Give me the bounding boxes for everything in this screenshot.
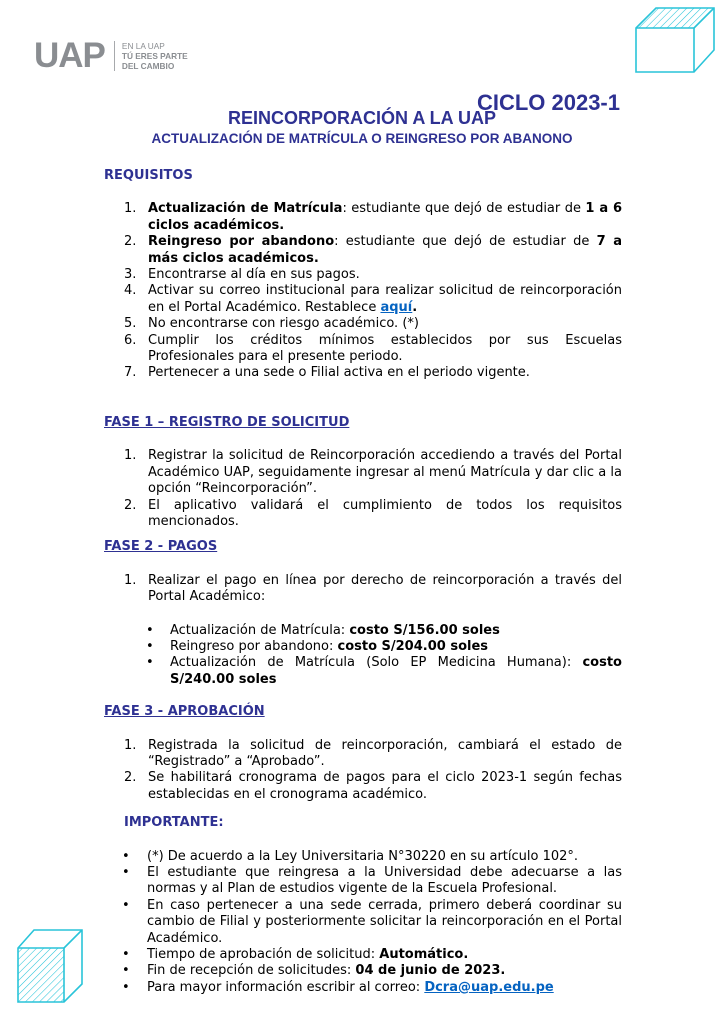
- requisito-range: 1 a 6 ciclos académicos.: [148, 201, 622, 233]
- cost-item: [104, 623, 622, 639]
- fase3-list: [104, 738, 622, 804]
- list-number: 6.: [124, 332, 137, 348]
- list-number: 5.: [124, 316, 137, 332]
- cost-item: [104, 639, 622, 655]
- bullet-icon: •: [122, 865, 130, 880]
- list-number: 1.: [124, 572, 137, 588]
- list-number: 2.: [124, 234, 137, 250]
- fase2-heading: FASE 2 - PAGOS: [104, 539, 218, 555]
- importante-item: [104, 849, 622, 865]
- requisito-text: : estudiante que dejó de estudiar de: [342, 201, 586, 217]
- cycle-label: CICLO 2023-1: [476, 90, 620, 115]
- bullet-icon: •: [146, 638, 154, 654]
- fase2-costs-list: [104, 623, 622, 689]
- cost-value: costo S/204.00 soles: [337, 638, 489, 654]
- importante-text: (*) De acuerdo a la Ley Universitaria N°30220 en su artículo 102°.: [147, 848, 579, 864]
- list-number: 4.: [124, 283, 137, 299]
- decorative-cube-bottom-left: [16, 926, 86, 1006]
- importante-text: Tiempo de aprobación de solicitud:: [147, 947, 380, 963]
- requisito-item: [104, 283, 622, 316]
- importante-item: [104, 898, 622, 947]
- bullet-icon: •: [122, 848, 130, 864]
- requisito-item: [104, 316, 622, 332]
- importante-text: En caso pertenecer a una sede cerrada, primero deberá coordinar su cambio de Filial y posteriormente solicitar la reincorporación en el Portal Académico.: [147, 897, 622, 946]
- page-title: REINCORPORACIÓN A LA UAP: [227, 108, 496, 128]
- requisito-text: Cumplir los créditos mínimos establecidos por sus Escuelas Profesionales para el presente periodo.: [148, 332, 622, 365]
- requisito-text: No encontrarse con riesgo académico. (*): [148, 316, 419, 332]
- requisito-text: Activar su correo institucional para realizar solicitud de reincorporación en el Portal Académico. Restablece: [148, 283, 622, 315]
- requisito-text: Encontrarse al día en sus pagos.: [148, 267, 360, 283]
- requisito-period: .: [412, 299, 418, 315]
- cost-item: [104, 655, 622, 688]
- importante-item: [104, 947, 622, 963]
- fase1-list: [104, 448, 622, 530]
- list-number: 2.: [124, 770, 137, 786]
- fase3-text: Registrada la solicitud de reincorporación, cambiará el estado de “Registrado” a “Aprobado”.: [148, 737, 622, 769]
- fase3-text: Se habilitará cronograma de pagos para el ciclo 2023-1 según fechas establecidas en el cronograma académico.: [148, 770, 622, 802]
- decorative-cube-top-right: [632, 6, 718, 78]
- list-number: 1.: [124, 448, 137, 464]
- page-subtitle: ACTUALIZACIÓN DE MATRÍCULA O REINGRESO POR ABANONO: [151, 131, 573, 146]
- bullet-icon: •: [146, 655, 154, 671]
- requisitos-heading: REQUISITOS: [104, 168, 193, 183]
- requisitos-list: [104, 201, 622, 381]
- cost-value: costo S/240.00 soles: [170, 655, 622, 687]
- bullet-icon: •: [122, 897, 130, 913]
- bullet-icon: •: [146, 622, 154, 638]
- bullet-icon: •: [122, 947, 130, 963]
- requisito-text: Pertenecer a una sede o Filial activa en el periodo vigente.: [148, 365, 530, 381]
- contact-email-link[interactable]: Dcra@uap.edu.pe: [424, 979, 554, 995]
- requisito-item: [104, 234, 622, 267]
- list-number: 1.: [124, 737, 137, 753]
- fase2-list: [104, 573, 622, 606]
- logo-divider: [114, 41, 115, 71]
- bullet-icon: •: [122, 979, 130, 995]
- list-number: 1.: [124, 201, 137, 217]
- importante-item: [104, 865, 622, 898]
- importante-text: Para mayor información escribir al correo:: [147, 979, 425, 995]
- fase1-text: Registrar la solicitud de Reincorporación accediendo a través del Portal Académico UAP, seguidamente ingresar al menú Matrícula y dar clic a la opción “Reincorporación”.: [148, 448, 622, 497]
- fase3-item: [104, 738, 622, 771]
- importante-item: [104, 963, 622, 979]
- fase3-item: [104, 770, 622, 803]
- importante-heading: IMPORTANTE:: [124, 815, 224, 831]
- bullet-icon: •: [122, 963, 130, 979]
- requisito-text: : estudiante que dejó de estudiar de: [334, 234, 597, 250]
- logo-tagline: [122, 41, 188, 71]
- requisito-item: [104, 201, 622, 234]
- fase1-item: [104, 498, 622, 531]
- cost-label: Actualización de Matrícula:: [170, 622, 350, 638]
- cost-value: costo S/156.00 soles: [349, 622, 500, 638]
- list-number: 3.: [124, 267, 137, 283]
- requisito-term: Reingreso por abandono: [148, 234, 335, 250]
- list-number: 2.: [124, 497, 137, 513]
- importante-item: [104, 980, 622, 996]
- fase2-item: [104, 573, 622, 606]
- list-number: 7.: [124, 365, 137, 381]
- requisito-item: [104, 365, 622, 381]
- logo-tagline-line-2: TÚ ERES PARTE: [121, 50, 188, 61]
- requisito-item: [104, 333, 622, 366]
- cost-label: Actualización de Matrícula (Solo EP Medicina Humana):: [170, 655, 583, 671]
- fase3-heading: FASE 3 - APROBACIÓN: [104, 704, 265, 720]
- restore-email-link[interactable]: aquí: [380, 299, 413, 315]
- requisito-range: 7 a más ciclos académicos.: [148, 234, 623, 266]
- fase1-text: El aplicativo validará el cumplimiento de todos los requisitos mencionados.: [148, 497, 622, 529]
- importante-value: 04 de junio de 2023.: [355, 963, 506, 979]
- importante-list: [104, 849, 622, 997]
- uap-logo: [34, 38, 188, 73]
- requisito-item: [104, 267, 622, 283]
- logo-mark: UAP: [34, 36, 105, 75]
- requisito-term: Actualización de Matrícula: [148, 201, 343, 217]
- fase2-text: Realizar el pago en línea por derecho de reincorporación a través del Portal Académico:: [148, 572, 622, 605]
- importante-text: El estudiante que reingresa a la Universidad debe adecuarse a las normas y al Plan de estudios vigente de la Escuela Profesional.: [147, 865, 622, 897]
- document-body: [104, 168, 622, 996]
- importante-text: Fin de recepción de solicitudes:: [147, 963, 356, 979]
- logo-tagline-line-1: EN LA UAP: [121, 40, 165, 51]
- importante-value: Automático.: [379, 947, 469, 963]
- fase1-heading: FASE 1 – REGISTRO DE SOLICITUD: [104, 414, 350, 430]
- fase1-item: [104, 448, 622, 497]
- cost-label: Reingreso por abandono:: [170, 638, 338, 654]
- logo-tagline-line-3: DEL CAMBIO: [121, 60, 175, 71]
